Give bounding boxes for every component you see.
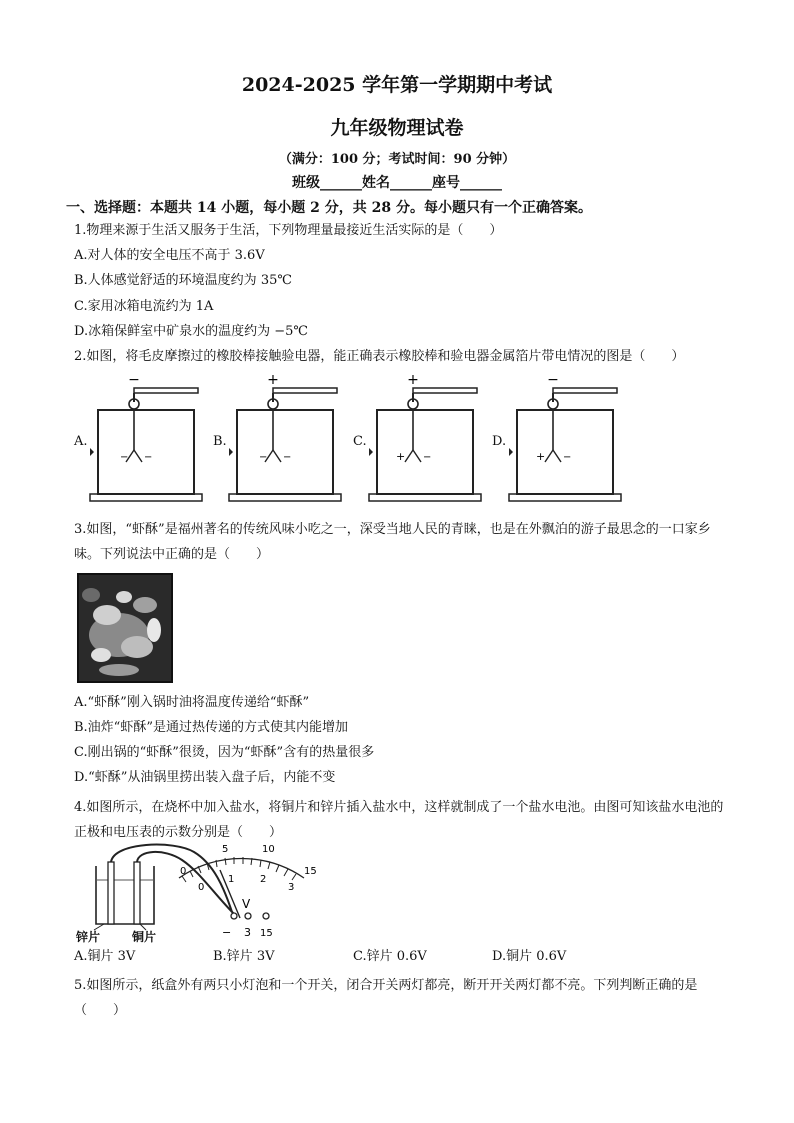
q4-option-b: B.锌片 3V — [213, 949, 275, 964]
q1-option-b: B.人体感觉舒适的环境温度约为 35℃ — [74, 273, 292, 288]
rod-sign-c: + — [407, 372, 419, 388]
q3-option-b: B.油炸“虾酥”是通过热传递的方式使其内能增加 — [74, 720, 348, 735]
q2-stem: 2.如图，将毛皮摩擦过的橡胶棒接触验电器，能正确表示橡胶棒和验电器金属箔片带电情况的图是（ ） — [74, 349, 685, 364]
svg-text:+: + — [536, 450, 546, 463]
scale-top-15: 15 — [304, 866, 317, 877]
salt-water-battery-diagram — [74, 838, 334, 944]
q4-stem: 4.如图所示，在烧杯中加入盐水，将铜片和锌片插入盐水中，这样就制成了一个盐水电池。由图可知该盐水电池的正极和电压表的示数分别是（ ） — [74, 800, 724, 840]
rod-sign-d: − — [547, 372, 559, 388]
exam-subtitle: 九年级物理试卷 — [330, 117, 464, 139]
svg-text:−: − — [259, 452, 268, 463]
rod-sign-b: + — [267, 372, 279, 388]
shrimp-snack-photo — [77, 573, 173, 683]
scale-top-0: 0 — [180, 866, 187, 877]
svg-text:−: − — [283, 452, 292, 463]
q1-option-d: D.冰箱保鲜室中矿泉水的温度约为 −5℃ — [74, 324, 308, 339]
voltmeter-unit: V — [242, 897, 251, 911]
scale-bottom-3: 3 — [288, 882, 295, 893]
scale-bottom-0: 0 — [198, 882, 205, 893]
q3-stem: 3.如图，“虾酥”是福州著名的传统风味小吃之一，深受当地人民的青睐，也是在外飘泊的游子最思念的一口家乡味。下列说法中正确的是（ ） — [74, 522, 711, 562]
electroscope-c — [365, 372, 490, 504]
student-info-line: 班级______姓名______座号______ — [292, 175, 502, 191]
electroscope-d — [505, 372, 630, 504]
section-heading: 一、选择题：本题共 14 小题，每小题 2 分，共 28 分。每小题只有一个正确答案。 — [66, 200, 592, 216]
q2-label-c: C. — [353, 434, 367, 449]
q4-option-a: A.铜片 3V — [74, 949, 136, 964]
terminal-15: 15 — [260, 928, 273, 939]
svg-text:+: + — [396, 450, 406, 463]
copper-plate-label: 铜片 — [132, 930, 157, 944]
svg-text:−: − — [563, 452, 572, 463]
q2-label-d: D. — [492, 434, 507, 449]
terminal-minus: − — [222, 926, 232, 939]
q1-option-a: A.对人体的安全电压不高于 3.6V — [74, 248, 265, 263]
q4-option-c: C.锌片 0.6V — [353, 949, 427, 964]
q2-label-a: A. — [74, 434, 88, 449]
exam-title: 2024-2025 学年第一学期期中考试 — [241, 74, 553, 96]
q1-option-c: C.家用冰箱电流约为 1A — [74, 299, 214, 314]
svg-text:−: − — [423, 452, 432, 463]
q2-label-b: B. — [213, 434, 227, 449]
q4-option-d: D.铜片 0.6V — [492, 949, 567, 964]
q1-stem: 1.物理来源于生活又服务于生活，下列物理量最接近生活实际的是（ ） — [74, 223, 503, 238]
electroscope-a — [86, 372, 211, 504]
q5-stem: 5.如图所示，纸盒外有两只小灯泡和一个开关，闭合开关两灯都亮，断开开关两灯都不亮。下列判断正确的是（ ） — [74, 978, 698, 1018]
exam-info: （满分：100 分；考试时间：90 分钟） — [278, 152, 516, 167]
scale-top-5: 5 — [222, 844, 229, 855]
electroscope-b — [225, 372, 350, 504]
zinc-plate-label: 锌片 — [76, 930, 101, 944]
q3-option-d: D.“虾酥”从油锅里捞出装入盘子后，内能不变 — [74, 770, 336, 785]
terminal-3: 3 — [244, 926, 251, 939]
scale-bottom-2: 2 — [260, 874, 267, 885]
scale-bottom-1: 1 — [228, 874, 235, 885]
rod-sign-a: − — [128, 372, 140, 388]
q3-option-a: A.“虾酥”刚入锅时油将温度传递给“虾酥” — [74, 695, 310, 710]
scale-top-10: 10 — [262, 844, 275, 855]
svg-text:−: − — [144, 452, 153, 463]
svg-text:−: − — [120, 452, 129, 463]
q3-option-c: C.刚出锅的“虾酥”很烫，因为“虾酥”含有的热量很多 — [74, 745, 375, 760]
